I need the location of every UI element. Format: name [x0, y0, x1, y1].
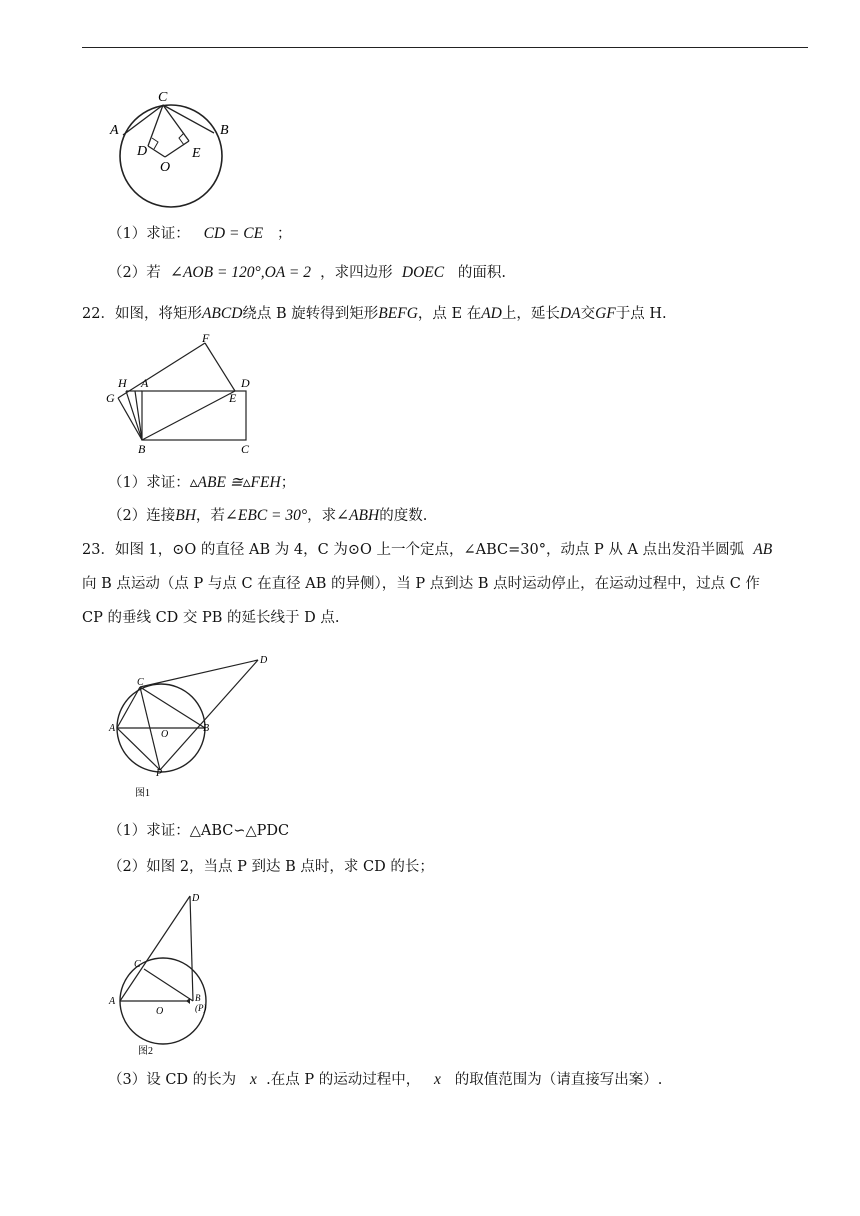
label-b: B — [138, 442, 146, 456]
label-c: C — [241, 442, 250, 456]
label-b: B — [195, 993, 201, 1003]
figure-caption: 图2 — [138, 1046, 153, 1057]
label-p: P — [156, 768, 163, 779]
q21-part2: （2）若 ∠AOB = 120°,OA = 2 ，求四边形 DOEC 的面积. — [108, 264, 507, 281]
q23-part2: （2）如图 2，当点 P 到达 B 点时，求 CD 的长； — [108, 859, 434, 875]
q21-part1: （1）求证： CD = CE ； — [108, 225, 292, 242]
label-c: C — [158, 90, 168, 105]
figure-circle-cd-ce — [100, 85, 240, 215]
figure-1-circle-abcd — [100, 650, 280, 800]
label-o: O — [161, 729, 169, 740]
label-g: G — [106, 391, 115, 405]
label-c: C — [137, 677, 144, 688]
label-d: D — [241, 376, 250, 390]
label-b: B — [203, 723, 210, 734]
label-h: H — [118, 376, 127, 390]
q22-part1: （1）求证：▵ABE ≅▵FEH； — [108, 474, 296, 491]
label-o: O — [160, 160, 171, 175]
q23-stem: 23．如图 1，⊙O 的直径 AB 为 4，C 为⊙O 上一个定点，∠ABC=30°，动点 P 从 A 点出发沿半圆弧 AB 向 B 点运动（点 P 与点 C 在直径 AB 的异侧），当 P 点到达 B 点时运动停止，在运动过程中，过点 C 作 CP 的垂线 CD 交 PB 的延长线于 D 点. — [82, 541, 773, 626]
label-a: A — [109, 996, 116, 1007]
label-b: B — [220, 123, 229, 138]
label-p: (P) — [195, 1003, 207, 1013]
figure-2-circle-p-at-b — [100, 890, 250, 1060]
label-a: A — [109, 723, 116, 734]
label-d: D — [192, 893, 200, 904]
q23-part3: （3）设 CD 的长为 x .在点 P 的运动过程中， x 的取值范围为（请直接写出案）. — [108, 1071, 663, 1088]
header-rule — [82, 47, 808, 48]
figure-rotated-rectangle — [100, 332, 260, 458]
q22-stem: 22．如图，将矩形ABCD绕点 B 旋转得到矩形BEFG，点 E 在AD上，延长DA交GF于点 H. — [82, 305, 667, 322]
label-a: A — [141, 376, 149, 390]
label-f: F — [202, 332, 210, 345]
q22-part2: （2）连接BH，若∠EBC = 30°，求∠ABH的度数. — [108, 507, 428, 524]
label-c: C — [134, 959, 141, 970]
label-d: D — [137, 144, 148, 159]
q23-part1: （1）求证：△ABC∽△PDC — [108, 823, 290, 839]
label-d: D — [260, 655, 268, 666]
label-e: E — [229, 391, 237, 405]
label-a: A — [110, 123, 119, 138]
label-e: E — [192, 146, 201, 161]
figure-caption: 图1 — [135, 788, 150, 799]
label-o: O — [156, 1006, 164, 1017]
